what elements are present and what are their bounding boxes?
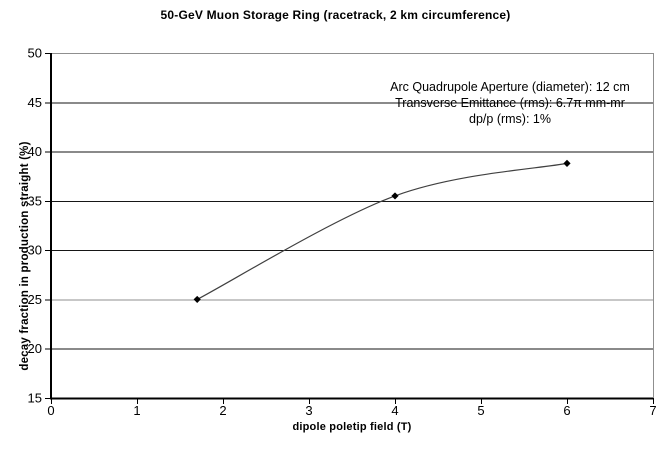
x-tick-label: 7	[649, 403, 657, 418]
data-point-marker	[563, 160, 570, 167]
x-tick-label: 5	[477, 403, 485, 418]
y-tick-label: 40	[27, 144, 42, 160]
x-tick-label: 2	[219, 403, 227, 418]
annotation-line-dpp: dp/p (rms): 1%	[469, 112, 551, 126]
y-tick-label: 15	[27, 390, 42, 406]
x-tick-label: 6	[563, 403, 571, 418]
annotation-line-aperture: Arc Quadrupole Aperture (diameter): 12 cm	[390, 80, 630, 94]
annotation-block	[340, 79, 671, 127]
annotation-line-emittance: Transverse Emittance (rms): 6.7π mm-mr	[395, 96, 625, 110]
y-tick-label: 25	[27, 291, 42, 307]
y-axis-title: decay fraction in production straight (%)	[19, 141, 31, 371]
y-tick-label: 20	[27, 341, 42, 357]
x-axis-title: dipole poletip field (T)	[292, 421, 412, 433]
x-tick-label: 0	[47, 403, 55, 418]
data-point-marker	[194, 296, 201, 303]
y-tick-label: 45	[27, 94, 42, 110]
x-tick-label: 4	[391, 403, 399, 418]
data-series-line	[197, 163, 567, 299]
x-tick-label: 3	[305, 403, 313, 418]
chart-title: 50-GeV Muon Storage Ring (racetrack, 2 km circumference)	[160, 8, 511, 22]
y-tick-label: 35	[27, 193, 42, 209]
y-tick-label: 50	[27, 45, 42, 61]
y-tick-label: 30	[27, 242, 42, 258]
x-tick-label: 1	[133, 403, 141, 418]
data-point-marker	[391, 192, 398, 199]
